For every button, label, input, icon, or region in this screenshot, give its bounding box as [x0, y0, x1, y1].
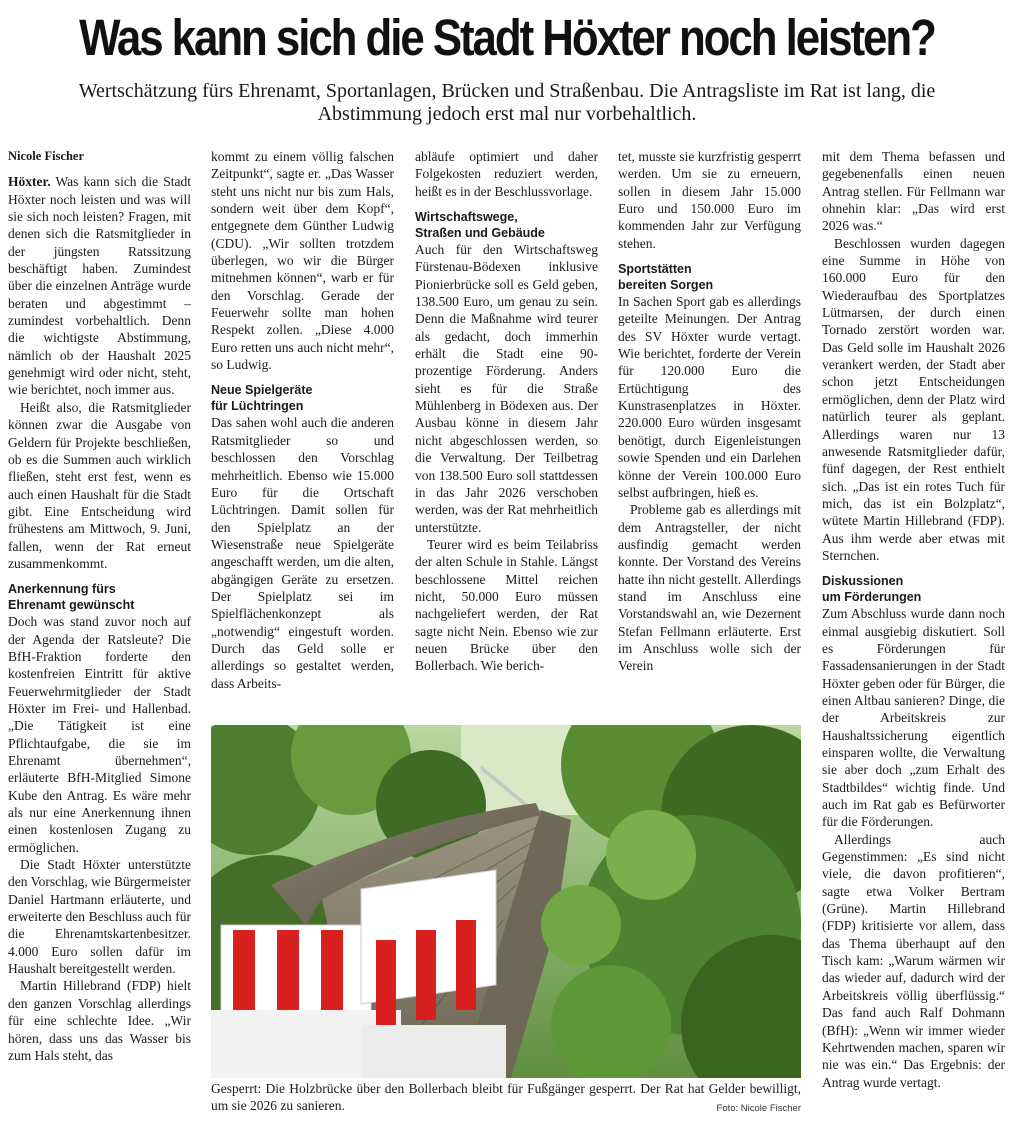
subheading-line: um Förderungen: [822, 590, 922, 605]
paragraph: Die Stadt Höxter unterstützte den Vorschlag, wie Bürgermeister Daniel Hartmann erläuterte, und erweiterte den Beschluss auch für die Ehrenamtskartenbesitzer. 4.000 Euro sollen dafür im Haushalt bereitgestellt werden.: [8, 857, 191, 977]
subheading-line: Anerkennung fürs: [8, 582, 116, 597]
paragraph: Auch für den Wirtschaftsweg Fürstenau-Bödexen inklusive Pionierbrücke soll es Geld geben, 138.500 Euro, um genau zu sein. Denn die Maßnahme wird teurer als gedacht, doch immerhin erhält die Stadt eine 90-prozentige Förderung. Anders sieht es für die Straße Mühlenberg in Bödexen aus. Der Ausbau könne in diesem Jahr nicht abgeschlossen werden, so die Verwaltung. Der Teilbetrag von 138.500 Euro soll stattdessen in das Jahr 2026 verschoben werden, was der Rat mehrheitlich unterstützte.: [415, 242, 598, 535]
paragraph: abläufe optimiert und daher Folgekosten reduziert werden, heißt es in der Beschlussvorlage.: [415, 149, 598, 199]
paragraph: Martin Hillebrand (FDP) hielt den ganzen Vorschlag allerdings für eine schlechte Idee. „Wir hören, dass uns das Wasser bis zum Hals steht, das: [8, 978, 191, 1063]
headline: Was kann sich die Stadt Höxter noch leisten?: [79, 9, 935, 66]
paragraph: tet, musste sie kurzfristig gesperrt werden. Um sie zu erneuern, sollen in diesem Jahr 15.000 Euro und 150.000 Euro im kommenden Jahr zur Verfügung stehen.: [618, 149, 801, 251]
subheading-ehrenamt: [8, 581, 191, 613]
paragraph: kommt zu einem völlig falschen Zeitpunkt“, sagte er. „Das Wasser steht uns nicht nur bis zum Hals, sondern weit über dem Kopf“, entgegnete dem Günther Ludwig (CDU). „Wir sollten trotzdem überlegen, wo wir die Bürger mitnehmen können“, warb er für den Vorschlag. Gerade der Feuerwehr sollte man hohen Respekt zollen. „Diese 4.000 Euro retten uns auch nicht mehr“, so Ludwig.: [211, 149, 394, 373]
subheading-foerderungen: [822, 573, 1005, 605]
paragraph: Doch was stand zuvor noch auf der Agenda der Ratsleute? Die BfH-Fraktion forderte den kostenfreien Eintritt für aktive Feuerwehrmitglieder der Stadt Höxter im Frei- und Hallenbad. „Die Tätigkeit ist eine Pflichtaufgabe, die sie im Ehrenamt übernehmen“, erläuterte BfH-Mitglied Simone Kube den Antrag. Es wäre mehr als nur eine Anerkennung ihnen einen kostenlosen Zugang zu ermöglichen.: [8, 614, 191, 855]
paragraph: In Sachen Sport gab es allerdings geteilte Meinungen. Der Antrag des SV Höxter wurde vertagt. Wie berichtet, forderte der Verein für 120.000 Euro die Ertüchtigung des Kunstrasenplatzes in Höxter. 220.000 Euro würden insgesamt benötigt, durch Eigenleistungen sowie Spenden und ein Darlehen könne der Verein 100.000 Euro selbst aufbringen, hieß es.: [618, 294, 801, 500]
subheading-line: für Lüchtringen: [211, 399, 304, 414]
paragraph: Allerdings auch Gegenstimmen: „Es sind nicht viele, die davon profitieren“, sagte etwa Volker Bertram (Grüne). Martin Hillebrand (FDP) kritisierte vor allem, dass das Thema überhaupt auf den Tisch kam: „Warum wärmen wir das wieder auf, dadurch wird der Arbeitskreis völlig überflüssig.“ Das fand auch Ralf Dohmann (BfH): „Wenn wir immer wieder Kehrtwenden machen, sparen wir nie was ein.“ Das Ergebnis: der Antrag wurde vertagt.: [822, 831, 1005, 1090]
subheading-line: Wirtschaftswege,: [415, 210, 518, 225]
subheading-line: Straßen und Gebäude: [415, 226, 545, 241]
article-photo: [211, 725, 801, 1078]
article-column-5: [822, 148, 1005, 1091]
subheading-line: Sportstätten: [618, 262, 692, 277]
paragraph: Heißt also, die Ratsmitglieder können zwar die Ausgabe von Geldern für Projekte beschließen, ob es die Summen auch wirklich fließen, steht erst fest, wenn es auch einen Haushalt für die Stadt gibt. Eine Entscheidung wird frühestens am Mittwoch, 9. Juni, fallen, wenn der Rat erneut zusammenkommt.: [8, 399, 191, 571]
lead-text: Was kann sich die Stadt Höxter noch leisten und was will sie sich noch leisten? Fragen, mit denen sich die Ratsmitglieder in der jüngsten Ratssitzung beschäftigt haben. Zumindest über die einzelnen Anträge wurde beraten und abgestimmt – zumindest vorbehaltlich. Denn die wichtigste Abstimmung, nämlich ob der Haushalt 2025 genehmigt wird oder nicht, steht, wie berichtet, noch immer aus.: [8, 174, 191, 398]
subheading-wirtschaftswege: [415, 209, 598, 241]
paragraph: Probleme gab es allerdings mit dem Antragsteller, der nicht ausfindig gemacht werden konnte. Der Vorstand des Vereins hatte ihn nicht gestellt. Allerdings stand im Anschluss eine Vorstandswahl an, wie Dezernent Stefan Fellmann erläuterte. Erst im Anschluss wolle sich der Verein: [618, 502, 801, 674]
barrier-panel-right: [361, 870, 506, 1078]
paragraph: Das sahen wohl auch die anderen Ratsmitglieder so und beschlossen den Vorschlag mehrheitlich. Ebenso wie 15.000 Euro für die Ortschaft Lüchtringen. Damit sollen für den Spielplatz an der Wiesenstraße neue Spielgeräte angeschafft werden, um die alten, abgängigen Geräte zu ersetzen. Der Spielplatz sei im Spielflächenkonzept als „notwendig“ eingestuft worden. Durch das Geld solle er allerdings so gestaltet werden, dass Arbeits-: [211, 415, 394, 691]
paragraph: Teurer wird es beim Teilabriss der alten Schule in Stahle. Längst beschlossene Mittel reichen nicht, 50.000 Euro müssen nachgeliefert werden, der Rat sagte nicht Nein. Ebenso wie zur neuen Brücke über den Bollerbach. Wie berich-: [415, 536, 598, 674]
photo-caption: Gesperrt: Die Holzbrücke über den Bollerbach bleibt für Fußgänger gesperrt. Der Rat hat Gelder bewilligt, um sie 2026 zu sanieren.: [211, 1081, 801, 1113]
paragraph: Zum Abschluss wurde dann noch einmal ausgiebig diskutiert. Soll es Förderungen für Fassadensanierungen in der Stadt Höxter geben oder für Bürger, die einen Altbau sanieren? Dinge, die der Arbeitskreis zur Haushaltssicherung eigentlich einsparen wollte, die Verwaltung sie aber doch „zum Erhalt des Stadtbildes“ wichtig finde. Und auch im Rat gab es Befürworter für die Förderungen.: [822, 606, 1005, 830]
paragraph: mit dem Thema befassen und gegebenenfalls einen neuen Antrag stellen. Für Fellmann war ohnehin klar: „Das wird erst 2026 was.“: [822, 149, 1005, 234]
article-column-4: [618, 148, 801, 675]
subheading-line: Ehrenamt gewünscht: [8, 598, 135, 613]
subheading-sportstaetten: [618, 261, 801, 293]
subheading-line: Diskussionen: [822, 574, 904, 589]
subheading-line: Neue Spielgeräte: [211, 383, 313, 398]
article-column-1: [8, 148, 191, 1064]
article-column-2: [211, 148, 394, 692]
subheading-spielgeraete: [211, 382, 394, 414]
photo-credit: Foto: Nicole Fischer: [716, 1103, 801, 1114]
dateline: Höxter.: [8, 174, 51, 190]
subheadline: Wertschätzung fürs Ehrenamt, Sportanlagen, Brücken und Straßenbau. Die Antragsliste im Rat ist lang, die Abstimmung jedoch erst mal nur vorbehaltlich.: [78, 80, 936, 125]
bridge-photo-illustration: [211, 725, 801, 1078]
lead-paragraph: [8, 173, 191, 398]
subheading-line: bereiten Sorgen: [618, 278, 714, 293]
paragraph: Beschlossen wurden dagegen eine Summe in Höhe von 160.000 Euro für den Wiederaufbau des Sportplatzes Lütmarsen, der durch einen Tornado zerstört worden war. Das Geld solle im Haushalt 2026 verankert werden, der Stadt aber schon jetzt Entscheidungen ermöglichen, denn der Platz wird natürlich teurer als geplant. Allerdings waren nur 13 anwesende Ratsmitglieder dafür, fünf dagegen, der Rest enthielt sich. „Das ist ein rotes Tuch für mich, das ist ein Bolzplatz“, wütete Martin Hillebrand (FDP). Aus ihm werde aber etwas mit Sternchen.: [822, 235, 1005, 563]
byline: Nicole Fischer: [8, 149, 85, 163]
article-column-3: [415, 148, 598, 675]
